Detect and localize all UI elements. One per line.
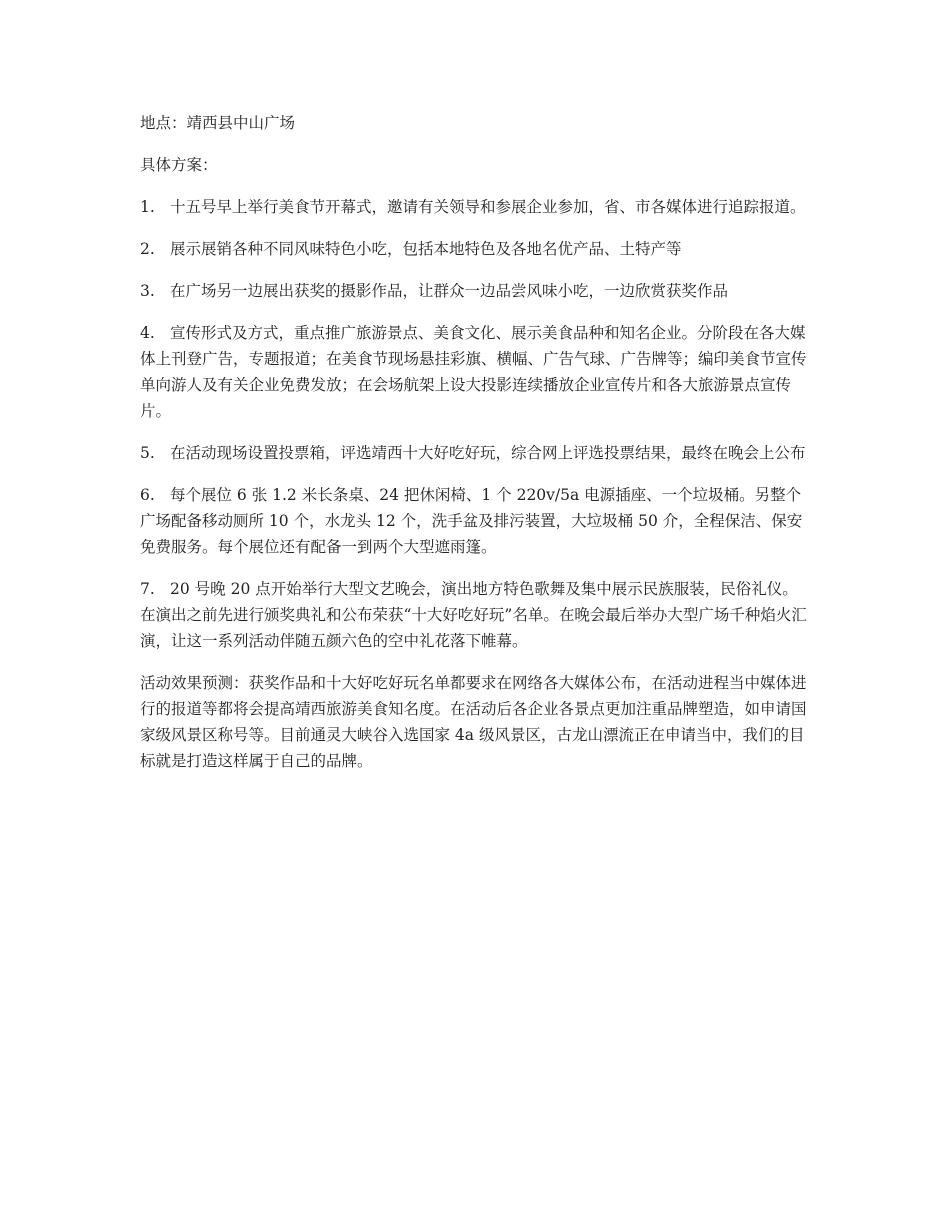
- plan-list: [140, 194, 810, 654]
- plan-heading: 具体方案：: [140, 156, 218, 174]
- list-text: 在活动现场设置投票箱，评选靖西十大好吃好玩，综合网上评选投票结果，最终在晚会上公布: [170, 444, 806, 462]
- list-number: 1.: [140, 198, 155, 216]
- list-number: 3.: [140, 282, 155, 300]
- list-item-4: [140, 320, 810, 424]
- list-text: 展示展销各种不同风味特色小吃，包括本地特色及各地名优产品、土特产等: [170, 240, 682, 258]
- list-number: 4.: [140, 324, 155, 342]
- effect-paragraph: 活动效果预测：获奖作品和十大好吃好玩名单都要求在网络各大媒体公布，在活动进程当中媒体进行的报道等都将会提高靖西旅游美食知名度。在活动后各企业各景点更加注重品牌塑造，如申请国家级风景区称号等。目前通灵大峡谷入选国家 4a 级风景区，古龙山漂流正在申请当中，我们的目标就是打造这样属于自己的品牌。: [140, 674, 807, 770]
- list-text: 在广场另一边展出获奖的摄影作品，让群众一边品尝风味小吃，一边欣赏获奖作品: [170, 282, 729, 300]
- list-item-3: [140, 278, 810, 304]
- list-number: 5.: [140, 444, 155, 462]
- list-item-1: [140, 194, 810, 220]
- location-line: 地点：靖西县中山广场: [140, 114, 296, 132]
- list-number: 7.: [140, 580, 155, 598]
- list-item-6: [140, 482, 810, 560]
- list-item-2: [140, 236, 810, 262]
- list-item-7: [140, 576, 810, 654]
- list-text: 每个展位 6 张 1.2 米长条桌、24 把休闲椅、1 个 220v/5a 电源插座、一个垃圾桶。另整个广场配备移动厕所 10 个，水龙头 12 个，洗手盆及排污装置，大垃圾桶 50 介，全程保洁、保安免费服务。每个展位还有配备一到两个大型遮雨篷。: [140, 486, 803, 556]
- document-page: [140, 110, 810, 790]
- list-number: 2.: [140, 240, 155, 258]
- list-number: 6.: [140, 486, 155, 504]
- list-text: 20 号晚 20 点开始举行大型文艺晚会，演出地方特色歌舞及集中展示民族服装，民俗礼仪。在演出之前先进行颁奖典礼和公布荣获“十大好吃好玩”名单。在晚会最后举办大型广场千种焰火汇演，让这一系列活动伴随五颜六色的空中礼花落下帷幕。: [140, 580, 807, 650]
- list-item-5: [140, 440, 810, 466]
- list-text: 十五号早上举行美食节开幕式，邀请有关领导和参展企业参加，省、市各媒体进行追踪报道。: [170, 198, 806, 216]
- list-text: 宣传形式及方式，重点推广旅游景点、美食文化、展示美食品种和知名企业。分阶段在各大媒体上刊登广告，专题报道；在美食节现场悬挂彩旗、横幅、广告气球、广告牌等；编印美食节宣传单向游人及有关企业免费发放；在会场航架上设大投影连续播放企业宣传片和各大旅游景点宣传片。: [140, 324, 807, 420]
